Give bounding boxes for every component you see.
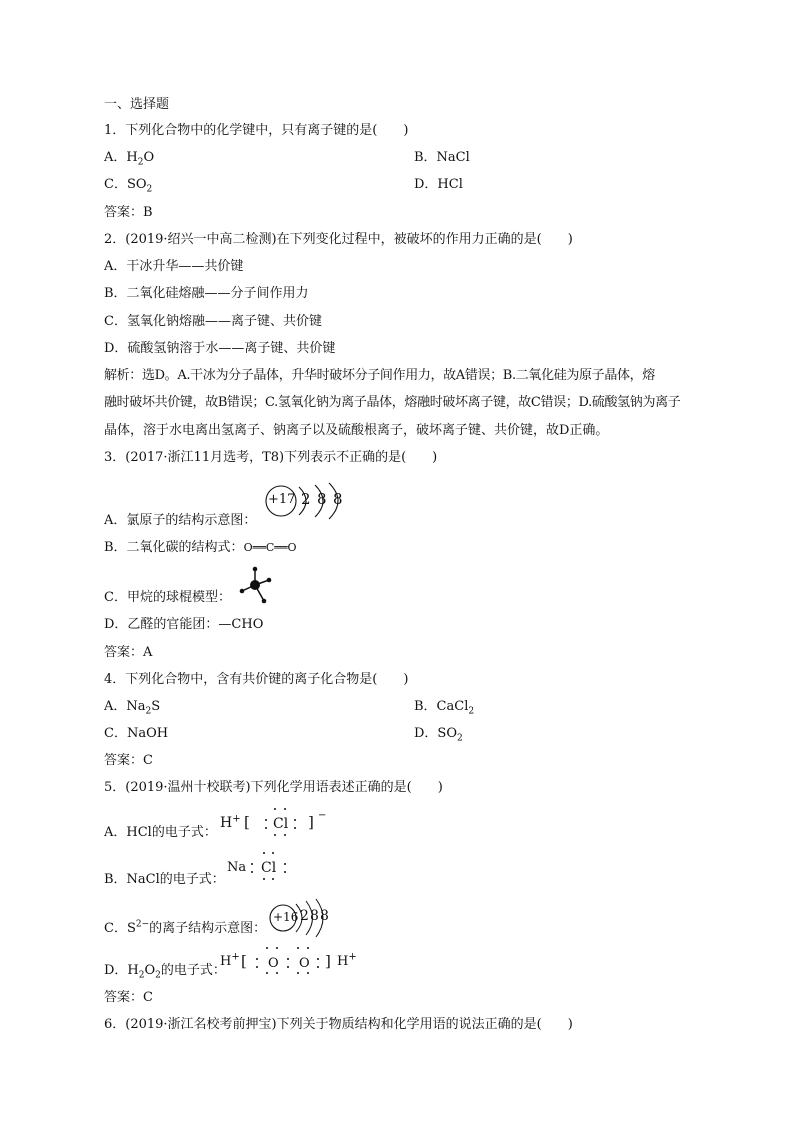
q1-option-b: B．NaCl xyxy=(414,150,470,165)
q1-option-a: A．$H_2O$ xyxy=(104,150,155,168)
chlorine-shell-2: 8 xyxy=(317,490,327,508)
q5-option-d: D．$H_2O_2$的电子式： xyxy=(104,963,226,981)
chlorine-shell-1: 2 xyxy=(301,490,311,508)
q3-option-c: C．甲烷的球棍模型： xyxy=(104,590,231,605)
q3-answer: 答案：A xyxy=(104,645,153,660)
q1-answer: 答案：B xyxy=(104,205,153,220)
q3-option-d: D．乙醛的官能团：—CHO xyxy=(104,617,264,632)
chlorine-nucleus-label: +17 xyxy=(268,492,296,507)
chlorine-shell-3: 8 xyxy=(333,490,343,508)
q2-option-d: D．硫酸氢钠溶于水——离子键、共价键 xyxy=(104,341,336,356)
q3-option-a: A．氯原子的结构示意图： xyxy=(104,513,257,528)
q2-option-b: B．二氧化硅熔融——分子间作用力 xyxy=(104,286,309,301)
q1-option-c: C．$SO_2$ xyxy=(104,177,153,195)
question-3-stem: 3．(2017·浙江11月选考，T8)下列表示不正确的是( ) xyxy=(104,450,438,465)
question-5-stem: 5．(2019·温州十校联考)下列化学用语表述正确的是( ) xyxy=(104,780,443,795)
methane-ball-stick-model xyxy=(238,566,274,606)
q2-analysis-line-3: 晶体，溶于水电离出氢离子、钠离子以及硫酸根离子，破坏离子键、共价键，故D正确。 xyxy=(104,423,609,438)
question-6-stem: 6．(2019·浙江名校考前押宝)下列关于物质结构和化学用语的说法正确的是( ) xyxy=(104,1017,573,1032)
q5-answer: 答案：C xyxy=(104,990,153,1005)
sulfide-nucleus-label: +16 xyxy=(273,910,299,924)
q2-analysis-line-1: 解析：选D。A.干冰为分子晶体，升华时破坏分子间作用力，故A错误；B.二氧化硅为原子晶体，熔 xyxy=(104,368,655,383)
q2-analysis-line-2: 融时破坏共价键，故B错误；C.氢氧化钠为离子晶体，熔融时破坏离子键，故C错误；D.硫酸氢钠为离子 xyxy=(104,395,681,410)
section-title: 一、选择题 xyxy=(104,97,170,112)
q3-option-b: B．二氧化碳的结构式：O══C══O xyxy=(104,540,297,555)
q2-option-a: A．干冰升华——共价键 xyxy=(104,259,244,274)
question-4-stem: 4．下列化合物中，含有共价键的离子化合物是( ) xyxy=(104,672,409,687)
q4-option-d: D．$SO_2$ xyxy=(414,726,463,744)
q5-option-c: C．$S^{2-}$的离子结构示意图： xyxy=(104,919,267,936)
q4-option-b: B．CaCl$_2$ xyxy=(414,699,475,717)
question-1-stem: 1．下列化合物中的化学键中，只有离子键的是( ) xyxy=(104,123,409,138)
sulfide-shell-3: 8 xyxy=(320,908,329,924)
sulfide-shell-2: 8 xyxy=(310,908,319,924)
question-2-stem: 2．(2019·绍兴一中高二检测)在下列变化过程中，被破坏的作用力正确的是( ) xyxy=(104,232,573,247)
q5-option-b: B．NaCl的电子式： xyxy=(104,872,225,887)
q4-option-c: C．NaOH xyxy=(104,726,169,741)
q2-option-c: C．氢氧化钠熔融——离子键、共价键 xyxy=(104,314,322,329)
q4-option-a: A．$Na_2S$ xyxy=(104,699,161,717)
q1-option-d: D．HCl xyxy=(414,177,463,192)
sulfide-shell-1: 2 xyxy=(300,908,309,924)
q4-answer: 答案：C xyxy=(104,753,153,768)
q5-option-a: A．HCl的电子式： xyxy=(104,825,217,840)
